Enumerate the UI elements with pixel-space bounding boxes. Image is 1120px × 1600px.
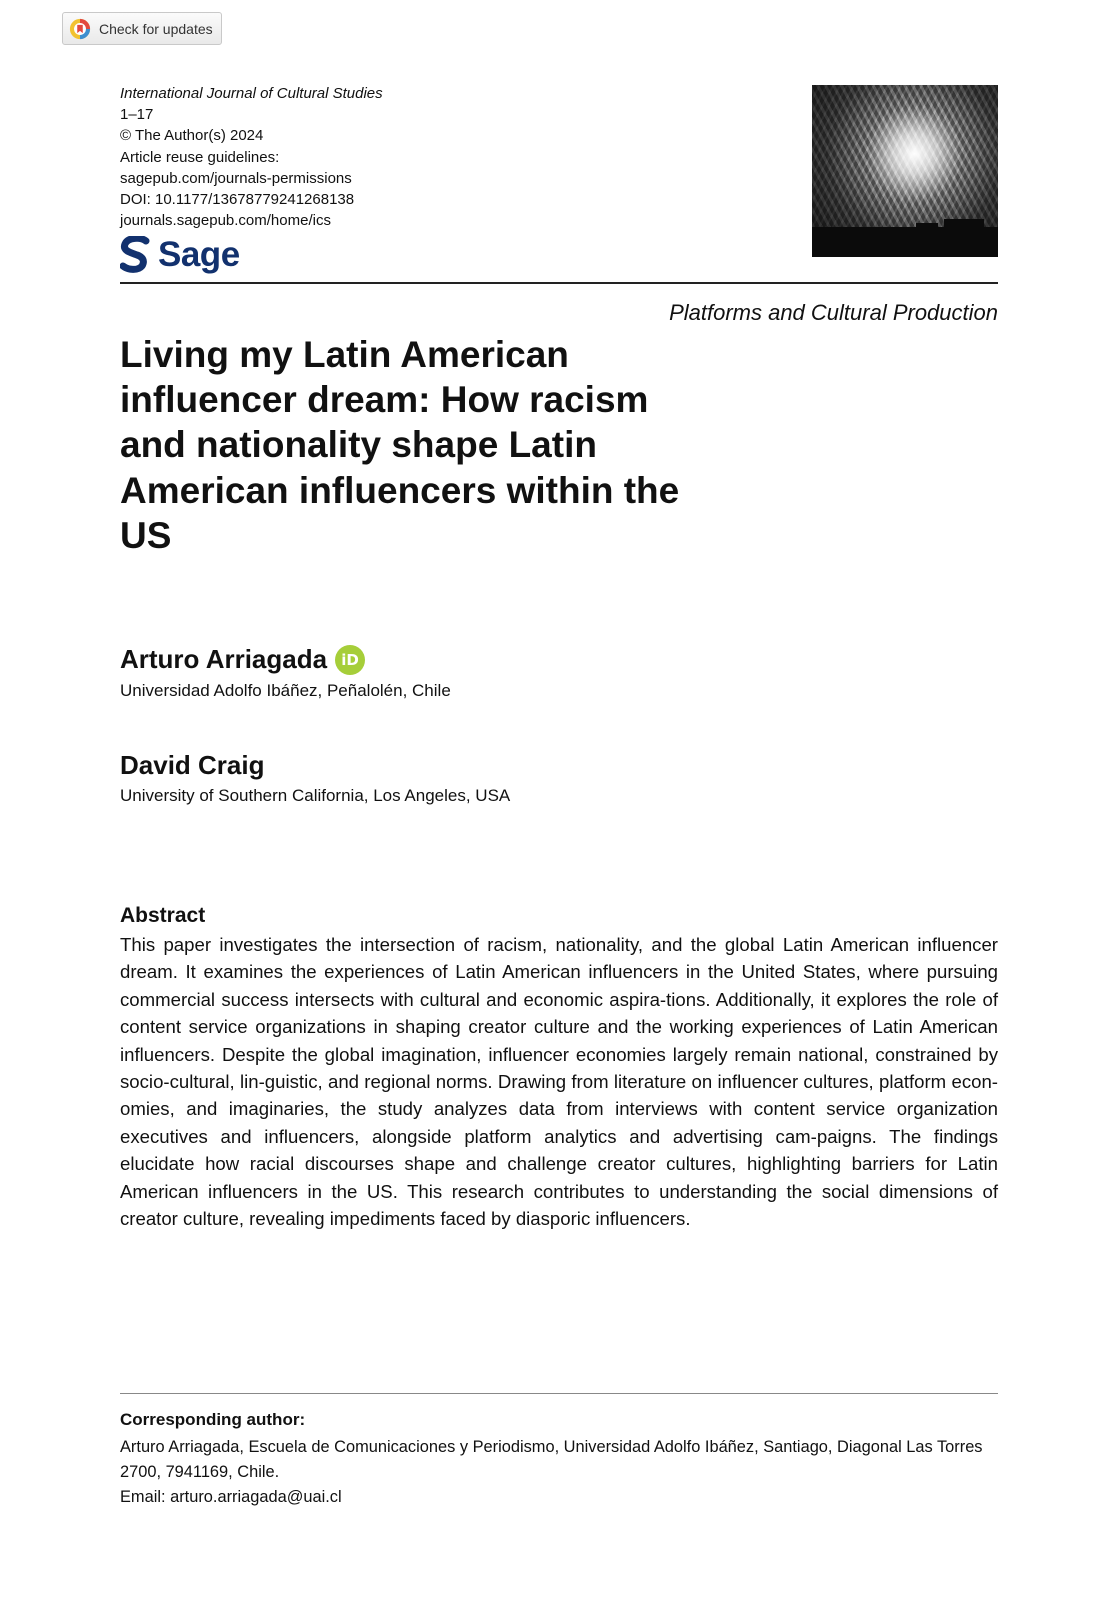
sage-wordmark: Sage [158, 235, 240, 274]
abstract-heading: Abstract [120, 904, 206, 927]
sage-s-icon [120, 236, 150, 274]
author-name [120, 644, 365, 675]
page-range: 1–17 [120, 106, 154, 124]
header-divider [120, 282, 998, 284]
journal-cover-image [812, 85, 998, 257]
footer-divider [120, 1393, 998, 1394]
article-title: Living my Latin American influencer dream: How racism and nationality shape Latin American influencers within the US [120, 334, 680, 556]
journal-metadata [120, 83, 540, 231]
check-for-updates-button[interactable] [62, 12, 222, 45]
sage-logo [120, 236, 240, 274]
crossmark-icon [69, 18, 91, 40]
author-1-name: Arturo Arriagada [120, 644, 328, 674]
journal-link[interactable]: journals.sagepub.com/home/ics [120, 212, 331, 230]
orcid-label: iD [341, 650, 359, 669]
reuse-link[interactable]: sagepub.com/journals-permissions [120, 169, 352, 187]
copyright: © The Author(s) 2024 [120, 127, 264, 145]
orcid-icon[interactable] [335, 645, 365, 675]
email-label: Email: [120, 1488, 166, 1506]
author-1-affiliation: Universidad Adolfo Ibáñez, Peñalolén, Chile [120, 681, 451, 700]
abstract-text: This paper investigates the intersection of racism, nationality, and the global Latin American influencer dream. It examines the experiences of Latin American influencers in the United States, where pursuing commercial success intersects with cultural and economic aspira-tions. Additionally, it explores the role of content service organizations in shaping creator culture and the working experiences of Latin American influencers. Despite the global imagination, influencer economies largely remain national, constrained by socio-cultural, lin-guistic, and regional norms. Drawing from literature on influencer cultures, platform econ-omies, and imaginaries, the study analyzes data from interviews with content service organization executives and influencers, alongside platform analytics and advertising cam-paigns. The findings elucidate how racial discourses shape and challenge creator cultures, highlighting barriers for Latin American influencers in the US. This research contributes to understanding the social dimensions of creator culture, revealing impediments faced by diasporic influencers. [120, 934, 998, 1230]
journal-name: International Journal of Cultural Studies [120, 85, 383, 102]
corresponding-email-line [120, 1485, 1000, 1510]
check-for-updates-label: Check for updates [99, 20, 213, 37]
author-2-name: David Craig [120, 750, 265, 780]
reuse-label: Article reuse guidelines: [120, 148, 280, 166]
author-name [120, 750, 265, 781]
corresponding-address: Arturo Arriagada, Escuela de Comunicaciones y Periodismo, Universidad Adolfo Ibáñez, Santiago, Diagonal Las Torres 2700, 7941169, Chile. [120, 1438, 983, 1481]
corresponding-heading: Corresponding author: [120, 1410, 306, 1429]
author-2-affiliation: University of Southern California, Los Angeles, USA [120, 786, 511, 805]
email-link[interactable]: arturo.arriagada@uai.cl [170, 1488, 342, 1506]
doi[interactable]: DOI: 10.1177/13678779241268138 [120, 191, 355, 209]
corresponding-details [120, 1435, 1000, 1510]
section-label: Platforms and Cultural Production [669, 300, 998, 325]
